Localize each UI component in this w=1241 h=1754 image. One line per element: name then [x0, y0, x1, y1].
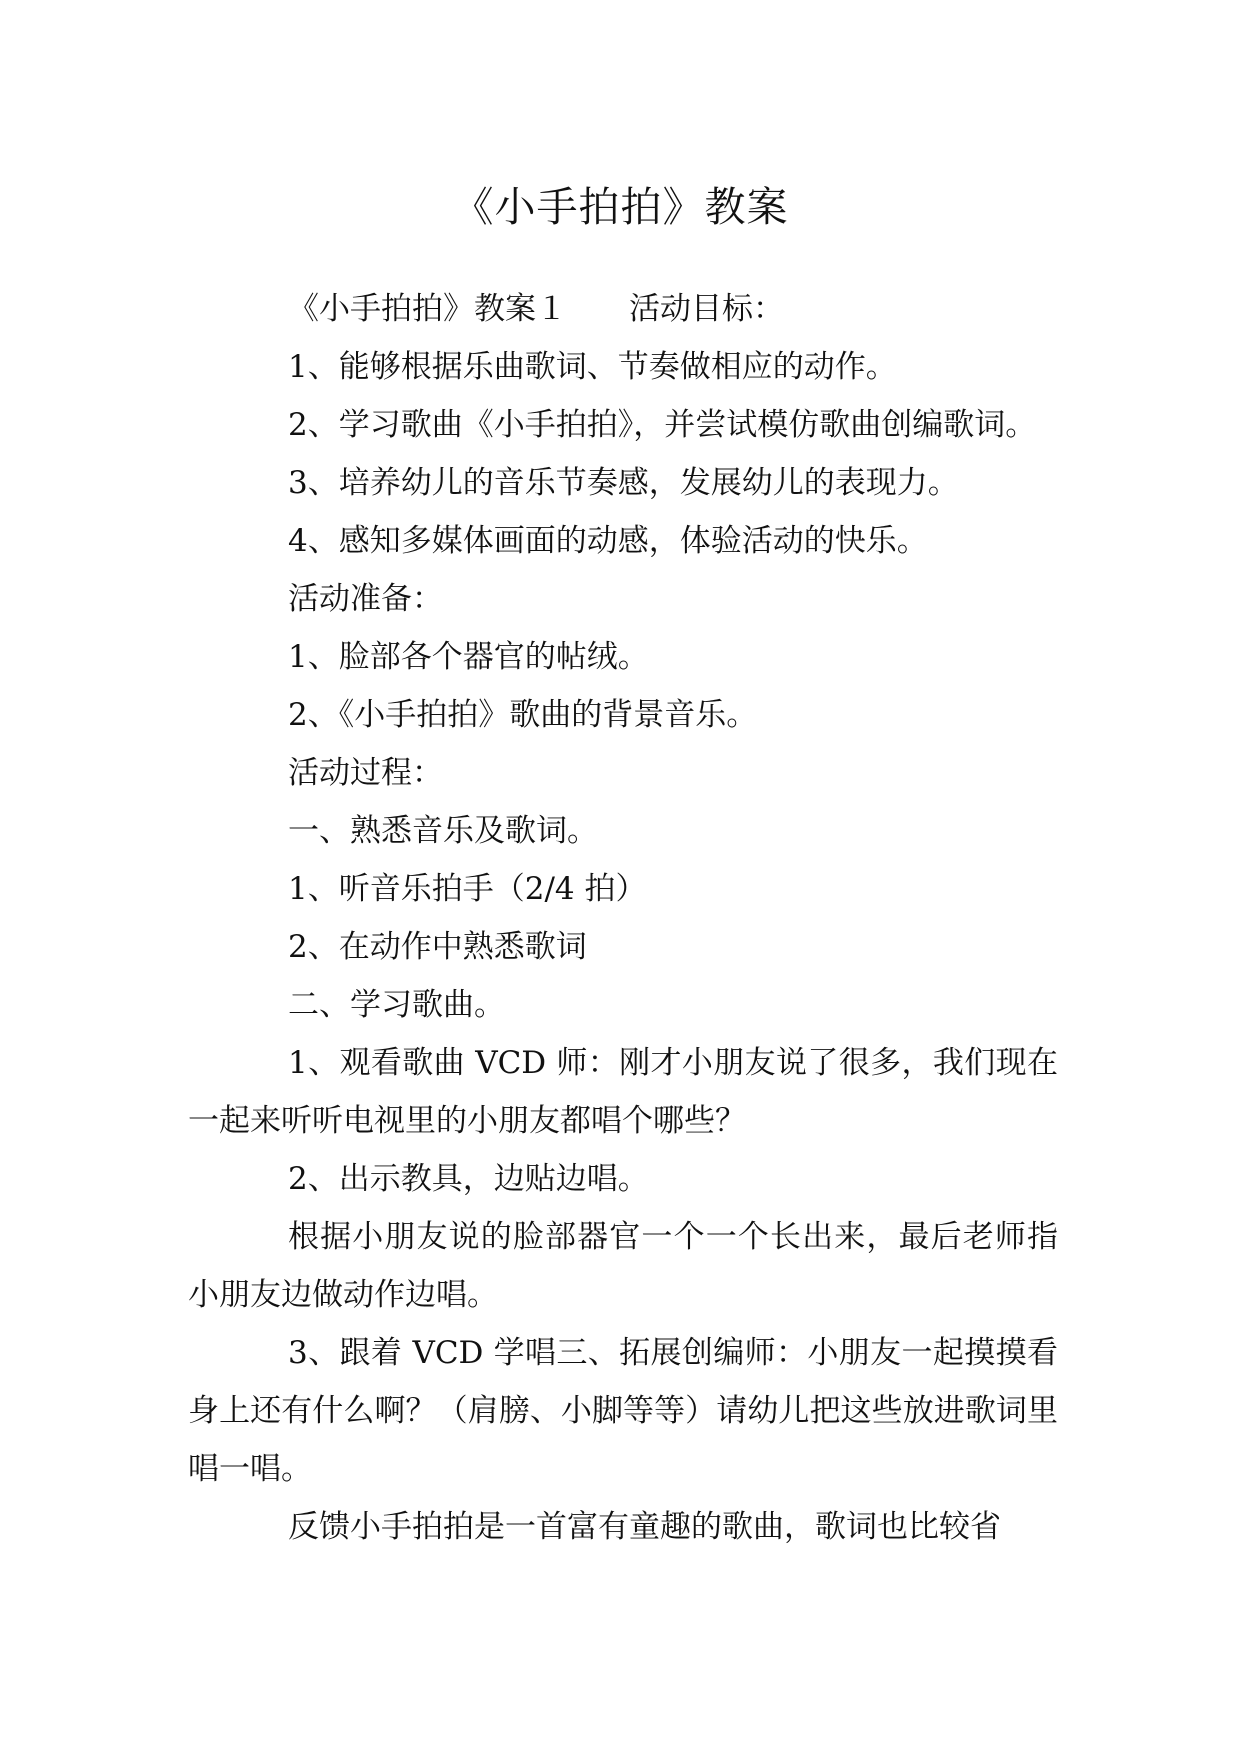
paragraph-feedback: 反馈小手拍拍是一首富有童趣的歌曲，歌词也比较省 [288, 1509, 1001, 1545]
paragraph-goal-3: 3、培养幼儿的音乐节奏感，发展幼儿的表现力。 [288, 465, 959, 501]
paragraph-step-2-2: 2、出示教具，边贴边唱。 [288, 1161, 649, 1197]
paragraph-step-2-3: 3、跟着 VCD 学唱三、拓展创编师：小朋友一起摸摸看身上还有什么啊？（肩膀、小脚等等）请幼儿把这些放进歌词里唱一唱。 [188, 1335, 1058, 1487]
paragraph-step-2-1: 1、观看歌曲 VCD 师：刚才小朋友说了很多，我们现在一起来听听电视里的小朋友都唱个哪些？ [188, 1045, 1058, 1139]
paragraph-goal-4: 4、感知多媒体画面的动感，体验活动的快乐。 [288, 523, 928, 559]
paragraph-heading-preparation: 活动准备： [288, 581, 443, 617]
paragraph-step-2: 二、学习歌曲。 [288, 987, 505, 1023]
paragraph-prep-2: 2、《小手拍拍》歌曲的背景音乐。 [288, 697, 758, 733]
paragraph-heading-goals: 《小手拍拍》教案１ 活动目标： [288, 291, 784, 327]
paragraph-prep-1: 1、脸部各个器官的帖绒。 [288, 639, 649, 675]
paragraph-goal-1: 1、能够根据乐曲歌词、节奏做相应的动作。 [288, 349, 897, 385]
paragraph-step-1-1: 1、听音乐拍手（2/4 拍） [288, 871, 647, 907]
paragraph-heading-process: 活动过程： [288, 755, 443, 791]
document-title: 《小手拍拍》教案 [452, 183, 789, 232]
paragraph-goal-2: 2、学习歌曲《小手拍拍》，并尝试模仿歌曲创编歌词。 [288, 407, 1037, 443]
paragraph-step-1-2: 2、在动作中熟悉歌词 [288, 929, 587, 965]
document-body [188, 280, 1058, 1556]
paragraph-step-2-2-detail: 根据小朋友说的脸部器官一个一个长出来，最后老师指小朋友边做动作边唱。 [188, 1219, 1058, 1313]
paragraph-step-1: 一、熟悉音乐及歌词。 [288, 813, 598, 849]
